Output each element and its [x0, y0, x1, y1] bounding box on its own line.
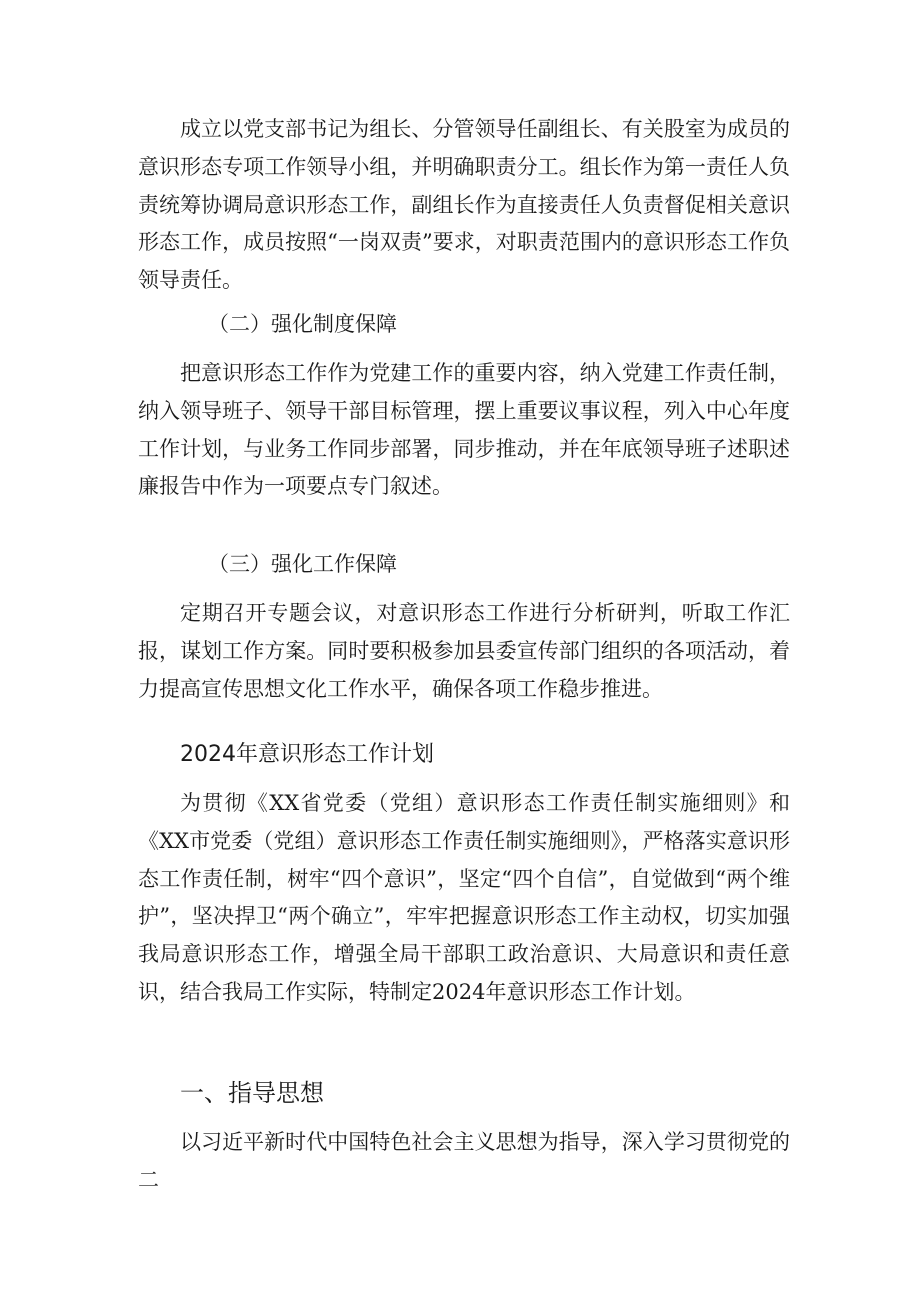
paragraph-plan-intro: 为贯彻《XX省党委（党组）意识形态工作责任制实施细则》和《XX市党委（党组）意识形态工作责任制实施细则》，严格落实意识形态工作责任制，树牢“四个意识”，坚定“四个自信”，自觉做到“两个维护”，坚决捍卫“两个确立”，牢牢把握意识形态工作主动权，切实加强我局意识形态工作，增强全局干部职工政治意识、大局意识和责任意识，结合我局工作实际，特制定2024年意识形态工作计划。	[138, 791, 790, 1004]
paragraph-guiding-ideology: 以习近平新时代中国特色社会主义思想为指导，深入学习贯彻党的二	[138, 1130, 790, 1192]
paragraph-work-guarantee: 定期召开专题会议，对意识形态工作进行分析研判，听取工作汇报，谋划工作方案。同时要积极参加县委宣传部门组织的各项活动，着力提高宣传思想文化工作水平，确保各项工作稳步推进。	[138, 601, 790, 701]
section-guiding-ideology-title: 一、指导思想	[180, 1079, 324, 1107]
paragraph-institutional-guarantee: 把意识形态工作作为党建工作的重要内容，纳入党建工作责任制，纳入领导班子、领导干部目标管理，摆上重要议事议程，列入中心年度工作计划，与业务工作同步部署，同步推动，并在年底领导班子述职述廉报告中作为一项要点专门叙述。	[138, 361, 790, 499]
paragraph-leadership-group: 成立以党支部书记为组长、分管领导任副组长、有关股室为成员的意识形态专项工作领导小组，并明确职责分工。组长作为第一责任人负责统筹协调局意识形态工作，副组长作为直接责任人负责督促相关意识形态工作，成员按照“一岗双责”要求，对职责范围内的意识形态工作负领导责任。	[138, 117, 790, 293]
plan-title: 2024年意识形态工作计划	[180, 742, 434, 767]
heading-work-guarantee: （三）强化工作保障	[208, 552, 397, 576]
heading-institutional-guarantee: （二）强化制度保障	[208, 312, 397, 336]
